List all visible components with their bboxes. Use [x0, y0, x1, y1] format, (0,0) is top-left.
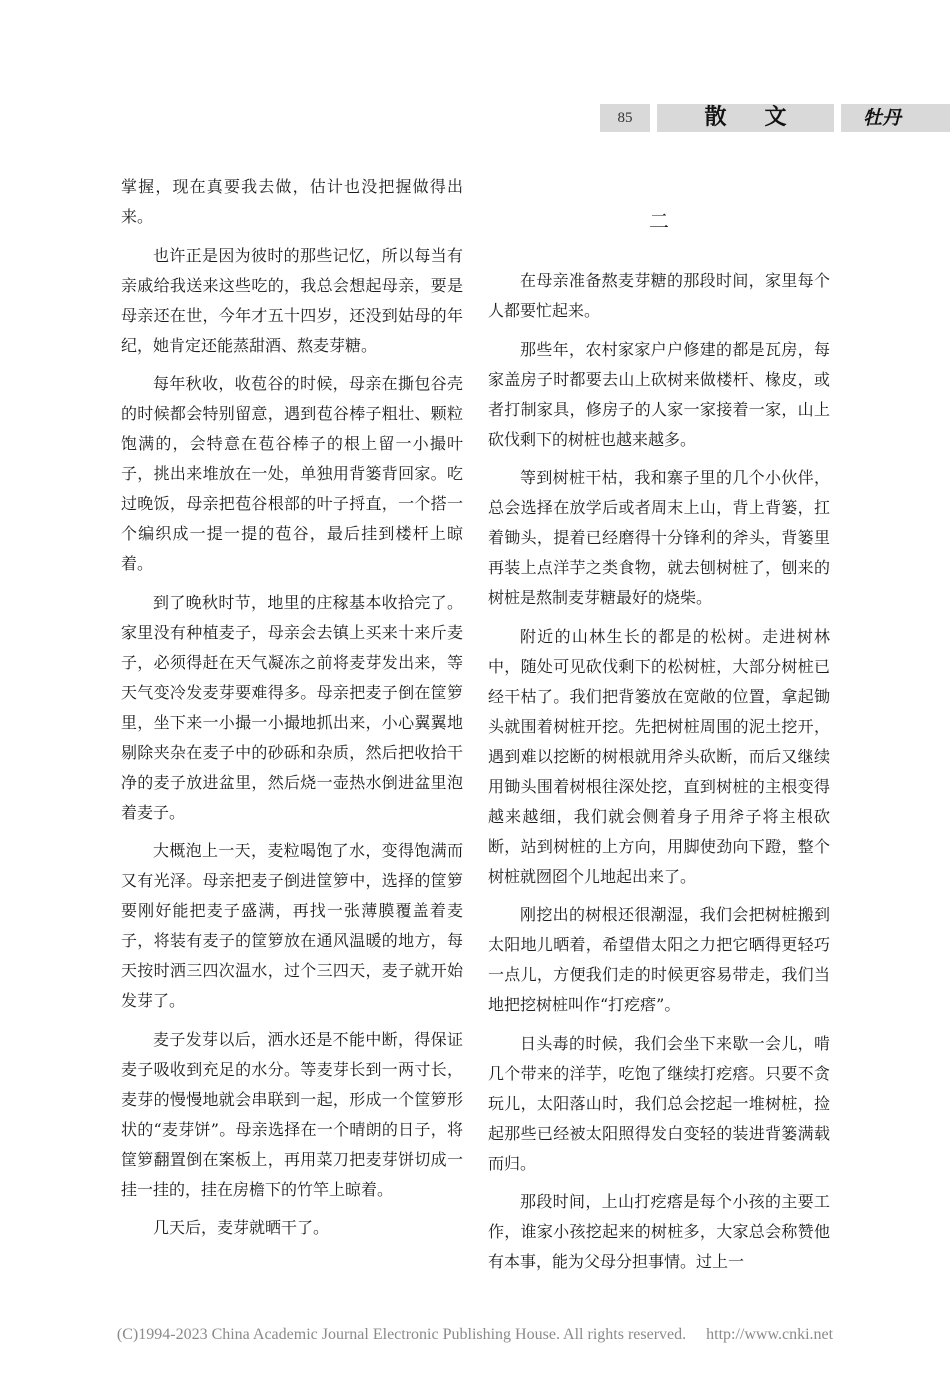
section-number: 二 — [649, 209, 669, 233]
paragraph: 几天后，麦芽就晒干了。 — [153, 1218, 330, 1237]
paragraph: 那些年，农村家家户户修建的都是瓦房，每家盖房子时都要去山上砍树来做楼杆、椽皮，或者打制家具，修房子的人家一家接着一家，山上砍伐剩下的树桩也越来越多。 — [488, 339, 830, 449]
paragraph: 附近的山林生长的都是的松树。走进树林中，随处可见砍伐剩下的松树桩，大部分树桩已经干枯了。我们把背篓放在宽敞的位置，拿起锄头就围着树桩开挖。先把树桩周围的泥土挖开，遇到难以挖断的树根就用斧头砍断，而后又继续用锄头围着树根往深处挖，直到树桩的主根变得越来越细，我们就会侧着身子用斧子将主根砍断，站到树桩的上方向，用脚使劲向下蹬，整个树桩就囫囵个儿地起出来了。 — [488, 626, 830, 886]
page-header — [600, 104, 950, 132]
paragraph: 每年秋收，收苞谷的时候，母亲在撕包谷壳的时候都会特别留意，遇到苞谷棒子粗壮、颗粒饱满的，会特意在苞谷棒子的根上留一小撮叶子，挑出来堆放在一处，单独用背篓背回家。吃过晚饭，母亲把苞谷根部的叶子捋直，一个搭一个编织成一提一提的苞谷，最后挂到楼杆上晾着。 — [121, 374, 463, 573]
right-column — [488, 266, 830, 1286]
paragraph: 在母亲准备熬麦芽糖的那段时间，家里每个人都要忙起来。 — [488, 271, 830, 320]
paragraph: 那段时间，上山打疙瘩是每个小孩的主要工作，谁家小孩挖起来的树桩多，大家总会称赞他有本事，能为父母分担事情。过上一 — [488, 1192, 830, 1271]
section-title: 散文 — [657, 104, 834, 132]
footer-url[interactable]: http://www.cnki.net — [706, 1326, 834, 1343]
paragraph: 也许正是因为彼时的那些记忆，所以每当有亲戚给我送来这些吃的，我总会想起母亲，要是母亲还在世，今年才五十四岁，还没到姑母的年纪，她肯定还能蒸甜酒、熬麦芽糖。 — [121, 245, 463, 355]
left-column — [121, 172, 463, 1252]
page-number: 85 — [600, 104, 650, 132]
paragraph: 掌握，现在真要我去做，估计也没把握做得出来。 — [121, 177, 463, 226]
paragraph: 刚挖出的树根还很潮湿，我们会把树桩搬到太阳地儿晒着，希望借太阳之力把它晒得更轻巧一点儿，方便我们走的时候更容易带走，我们当地把挖树桩叫作“打疙瘩”。 — [488, 905, 830, 1014]
paragraph: 麦子发芽以后，洒水还是不能中断，得保证麦子吸收到充足的水分。等麦芽长到一两寸长，麦芽的慢慢地就会串联到一起，形成一个筐箩形状的“麦芽饼”。母亲选择在一个晴朗的日子，将筐箩翻置倒在案板上，再用菜刀把麦芽饼切成一挂一挂的，挂在房檐下的竹竿上晾着。 — [121, 1029, 463, 1199]
copyright-footer — [0, 1326, 950, 1344]
paragraph: 等到树桩干枯，我和寨子里的几个小伙伴，总会选择在放学后或者周末上山，背上背篓，扛着锄头，提着已经磨得十分锋利的斧头，背篓里再装上点洋芋之类食物，就去刨树桩了，刨来的树桩是熬制麦芽糖最好的烧柴。 — [488, 468, 830, 607]
magazine-name: 牡丹 — [841, 104, 950, 132]
paragraph: 大概泡上一天，麦粒喝饱了水，变得饱满而又有光泽。母亲把麦子倒进筐箩中，选择的筐箩要刚好能把麦子盛满，再找一张薄膜覆盖着麦子，将装有麦子的筐箩放在通风温暖的地方，每天按时洒三四次温水，过个三四天，麦子就开始发芽了。 — [121, 841, 463, 1010]
copyright-text: (C)1994-2023 China Academic Journal Electronic Publishing House. All rights reserved. — [116, 1326, 687, 1343]
paragraph: 日头毒的时候，我们会坐下来歇一会儿，啃几个带来的洋芋，吃饱了继续打疙瘩。只要不贪玩儿，太阳落山时，我们总会挖起一堆树桩，捡起那些已经被太阳照得发白变轻的装进背篓满载而归。 — [488, 1033, 830, 1173]
paragraph: 到了晚秋时节，地里的庄稼基本收拾完了。家里没有种植麦子，母亲会去镇上买来十来斤麦子，必须得赶在天气凝冻之前将麦芽发出来，等天气变冷发麦芽要难得多。母亲把麦子倒在筐箩里，坐下来一小撮一小撮地抓出来，小心翼翼地剔除夹杂在麦子中的砂砾和杂质，然后把收拾干净的麦子放进盆里，然后烧一壶热水倒进盆里泡着麦子。 — [121, 592, 463, 822]
